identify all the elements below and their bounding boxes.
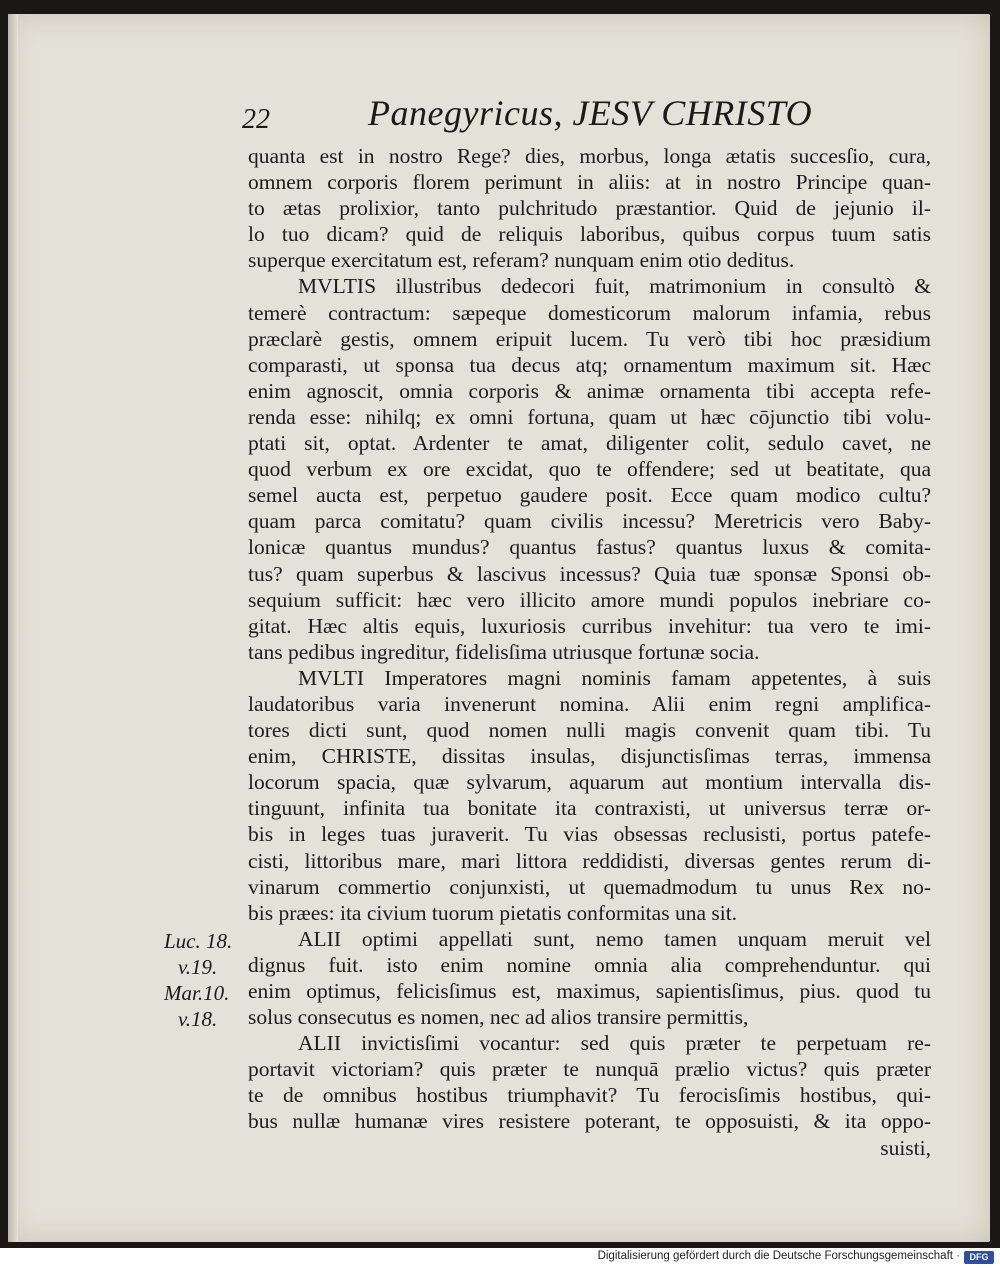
text-line: ALII invictisſimi vocantur: sed quis præter te perpetuam re-	[298, 1031, 931, 1056]
text-line: enim agnoscit, omnia corporis & animæ ornamenta tibi accepta refe-	[248, 378, 931, 403]
text-line: tinguunt, infinita tua bonitate ita contraxisti, ut universus terræ or-	[248, 796, 931, 821]
body-text	[248, 143, 931, 1161]
text-line: bis præes: ita civium tuorum pietatis conformitas una sit.	[248, 900, 738, 925]
text-line: enim optimus, felicisſimus est, maximus, sapientisſimus, pius. quod tu	[248, 979, 931, 1003]
text-line: locorum spacia, quæ sylvarum, aquarum aut montium intervalla dis-	[248, 770, 931, 795]
dfg-logo: DFG	[964, 1251, 994, 1264]
text-line: enim, CHRISTE, dissitas insulas, disjunctisſimas terras, immensa	[248, 744, 931, 769]
text-line: quam parca comitatu? quam civilis incessu? Meretricis vero Baby-	[248, 509, 931, 534]
digitization-footer	[0, 1248, 1000, 1268]
text-line: præclarè gestis, omnem eripuit lucem. Tu verò tibi hoc præsidium	[248, 326, 931, 351]
page-gutter-shadow	[8, 14, 18, 1242]
text-line: omnem corporis florem perimunt in aliis: at in nostro Principe quan-	[248, 170, 931, 195]
margin-note: v.19.	[178, 955, 218, 979]
text-line: to ætas prolixior, tanto pulchritudo præstantior. Quid de jejunio il-	[248, 196, 931, 221]
text-line: solus consecutus es nomen, nec ad alios transire permittis,	[248, 1005, 749, 1030]
text-line: laudatoribus varia invenerunt nomina. Alii enim regni amplifica-	[248, 691, 931, 716]
text-line: bis in leges tuas juraverit. Tu vias obsessas reclusisti, portus patefe-	[248, 822, 931, 847]
catchword: suisti,	[880, 1135, 931, 1160]
text-line: ALII optimi appellati sunt, nemo tamen unquam meruit vel	[298, 926, 931, 951]
text-line: quod verbum ex ore excidat, quo te offendere; sed ut beatitate, qua	[248, 457, 931, 482]
text-line: ptati sit, optat. Ardenter te amat, diligenter colit, sedulo cavet, ne	[248, 431, 931, 456]
text-line: semel aucta est, perpetuo gaudere posit. Ecce quam modico cultu?	[248, 483, 931, 508]
margin-note: Luc. 18.	[164, 929, 233, 953]
margin-note: Mar.10.	[164, 981, 230, 1005]
text-line: lo tuo dicam? quid de reliquis laboribus, quibus corpus tuum satis	[248, 222, 931, 247]
text-line: temerè contractum: sæpeque domesticorum malorum infamia, rebus	[248, 300, 931, 325]
text-line: te de omnibus hostibus triumphavit? Tu ferocisſimis hostibus, qui-	[248, 1083, 931, 1108]
running-title: Panegyricus, JESV CHRISTO	[368, 93, 813, 133]
text-line: portavit victoriam? quis præter te nunquā prælio victus? quis præter	[248, 1057, 931, 1082]
text-line: quanta est in nostro Rege? dies, morbus, longa ætatis succesſio, cura,	[248, 144, 931, 168]
text-line: tus? quam superbus & lascivus incessus? Quia tuæ sponsæ Sponsi ob-	[248, 561, 931, 586]
text-line: cisti, littoribus mare, mari littora reddidisti, diversas gentes rerum di-	[248, 848, 931, 873]
text-line: lonicæ quantus mundus? quantus fastus? quantus luxus & comita-	[248, 535, 931, 560]
text-line: superque exercitatum est, referam? nunquam enim otio deditus.	[248, 248, 795, 273]
text-line: comparasti, ut sponsa tua decus atq; ornamentum maximum sit. Hæc	[248, 352, 931, 377]
text-line: MVLTIS illustribus dedecori fuit, matrimonium in consultò &	[298, 274, 931, 299]
margin-notes	[164, 928, 248, 1032]
page-header	[242, 92, 832, 140]
margin-note: v.18.	[178, 1007, 218, 1031]
text-line: dignus fuit. isto enim nomine omnia alia comprehenduntur. qui	[248, 952, 931, 977]
page-number: 22	[242, 104, 270, 135]
text-line: sequium sufficit: hæc vero illicito amore mundi populos inebriare co-	[248, 587, 931, 612]
text-line: tores dicti sunt, quod nomen nulli magis convenit quam tibi. Tu	[248, 718, 931, 743]
text-line: bus nullæ humanæ vires resistere poterant, te opposuisti, & ita oppo-	[248, 1109, 931, 1134]
text-line: renda esse: nihilq; ex omni fortuna, quam ut hæc cōjunctio tibi volu-	[248, 404, 931, 429]
text-line: tans pedibus ingreditur, fidelisſima utriusque fortunæ socia.	[248, 639, 760, 664]
text-line: vinarum commertio conjunxisti, ut quemadmodum tu unus Rex no-	[248, 874, 931, 899]
text-line: gitat. Hæc altis equis, luxuriosis curribus invehitur: tua vero te imi-	[248, 613, 931, 638]
text-line: MVLTI Imperatores magni nominis famam appetentes, à suis	[298, 665, 931, 690]
funding-credit: Digitalisierung gefördert durch die Deutsche Forschungsgemeinschaft ·	[597, 1250, 960, 1262]
